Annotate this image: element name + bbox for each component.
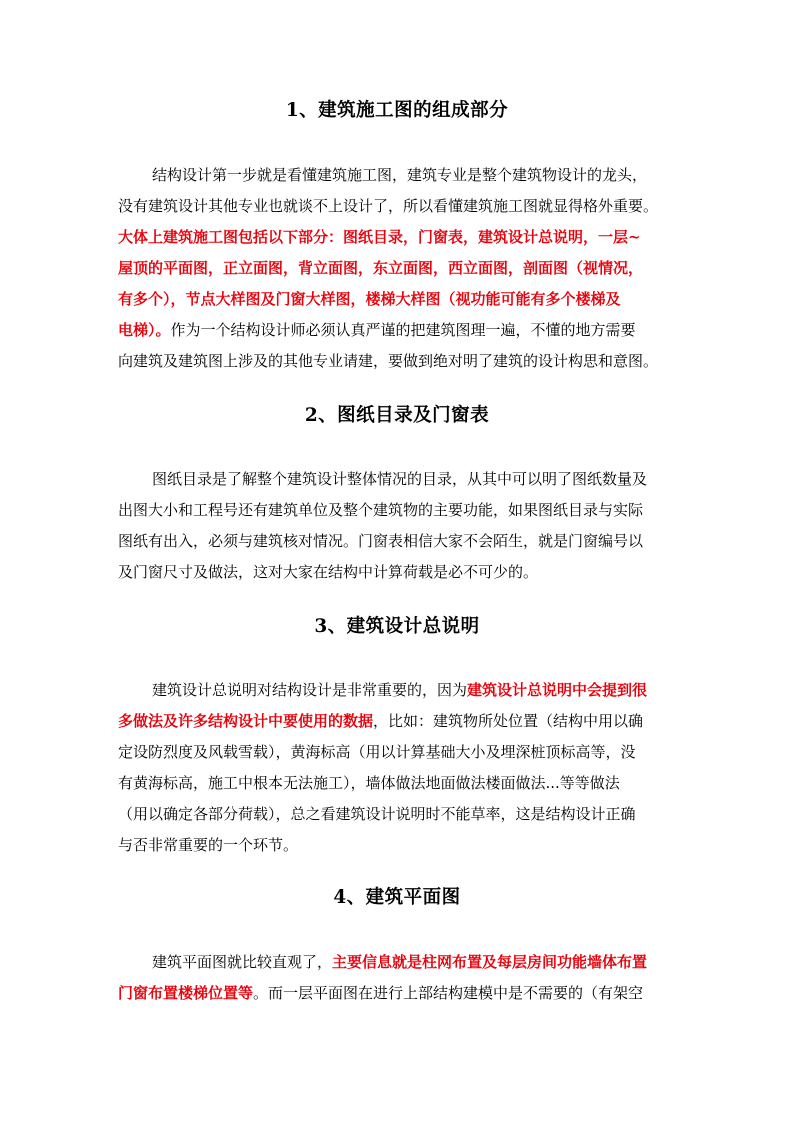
paragraph-line	[118, 947, 688, 978]
body-text: 作为一个结构设计师必须认真严谨的把建筑图理一遍，不懂的地方需要	[170, 321, 636, 339]
section-heading-2: 2、图纸目录及门窗表	[304, 405, 490, 426]
section-heading-3: 3、建筑设计总说明	[314, 616, 480, 637]
paragraph-line	[118, 346, 688, 377]
emphasis-text: 多做法及许多结构设计中要使用的数据	[118, 712, 374, 730]
body-text: 有黄海标高，施工中根本无法施工），墙体做法地面做法楼面做法...等等做法	[118, 774, 620, 792]
paragraph-line	[118, 675, 688, 706]
body-text: 。而一层平面图在进行上部结构建模中是不需要的（有架空	[253, 984, 644, 1002]
paragraph-line	[118, 799, 688, 830]
paragraph-line	[118, 160, 688, 191]
body-text: 及门窗尺寸及做法，这对大家在结构中计算荷载是必不可少的。	[118, 563, 539, 581]
body-text: （用以确定各部分荷载），总之看建筑设计说明时不能草率，这是结构设计正确	[118, 805, 636, 823]
section-heading-4: 4、建筑平面图	[333, 887, 461, 908]
paragraph-line	[118, 464, 688, 495]
paragraph-line	[118, 495, 688, 526]
body-text: 图纸目录是了解整个建筑设计整体情况的目录，从其中可以明了图纸数量及	[152, 470, 648, 488]
paragraph-line	[118, 706, 688, 737]
emphasis-text: 大体上建筑施工图包括以下部分：图纸目录，门窗表，建筑设计总说明，一层~	[118, 228, 641, 246]
paragraph-line	[118, 978, 688, 1009]
section-3-paragraph	[118, 675, 688, 892]
body-text: 定设防烈度及风载雪载），黄海标高（用以计算基础大小及埋深桩顶标高等，没	[118, 743, 636, 761]
paragraph-line	[118, 284, 688, 315]
emphasis-text: 主要信息就是柱网布置及每层房间功能墙体布置	[332, 953, 648, 971]
emphasis-text: 有多个），节点大样图及门窗大样图，楼梯大样图（视功能可能有多个楼梯及	[118, 290, 621, 308]
body-text: 没有建筑设计其他专业也就谈不上设计了，所以看懂建筑施工图就显得格外重要。	[118, 197, 659, 215]
paragraph-line	[118, 253, 688, 284]
paragraph-line	[118, 768, 688, 799]
paragraph-line	[118, 315, 688, 346]
body-text: 建筑平面图就比较直观了，	[152, 953, 333, 971]
body-text: 结构设计第一步就是看懂建筑施工图，建筑专业是整个建筑物设计的龙头，	[152, 166, 648, 184]
body-text: 向建筑及建筑图上涉及的其他专业请建，要做到绝对明了建筑的设计构思和意图。	[118, 352, 659, 370]
emphasis-text: 建筑设计总说明中会提到很	[467, 681, 648, 699]
section-heading-1: 1、建筑施工图的组成部分	[285, 100, 509, 121]
emphasis-text: 电梯）。	[118, 321, 171, 339]
emphasis-text: 门窗布置楼梯位置等	[118, 984, 254, 1002]
body-text: 图纸有出入，必须与建筑核对情况。门窗表相信大家不会陌生，就是门窗编号以	[118, 532, 644, 550]
paragraph-line	[118, 526, 688, 557]
body-text: 出图大小和工程号还有建筑单位及整个建筑物的主要功能，如果图纸目录与实际	[118, 501, 644, 519]
body-text: ，比如：建筑物所处位置（结构中用以确	[373, 712, 644, 730]
emphasis-text: 屋顶的平面图，正立面图，背立面图，东立面图，西立面图，剖面图（视情况，	[118, 259, 644, 277]
section-1-paragraph	[118, 160, 688, 377]
paragraph-line	[118, 737, 688, 768]
paragraph-line	[118, 557, 688, 588]
paragraph-line	[118, 830, 688, 861]
section-4-paragraph	[118, 947, 688, 1009]
body-text: 建筑设计总说明对结构设计是非常重要的，因为	[152, 681, 468, 699]
body-text: 与否非常重要的一个环节。	[118, 836, 299, 854]
paragraph-line	[118, 222, 688, 253]
paragraph-line	[118, 191, 688, 222]
section-2-paragraph	[118, 464, 688, 588]
